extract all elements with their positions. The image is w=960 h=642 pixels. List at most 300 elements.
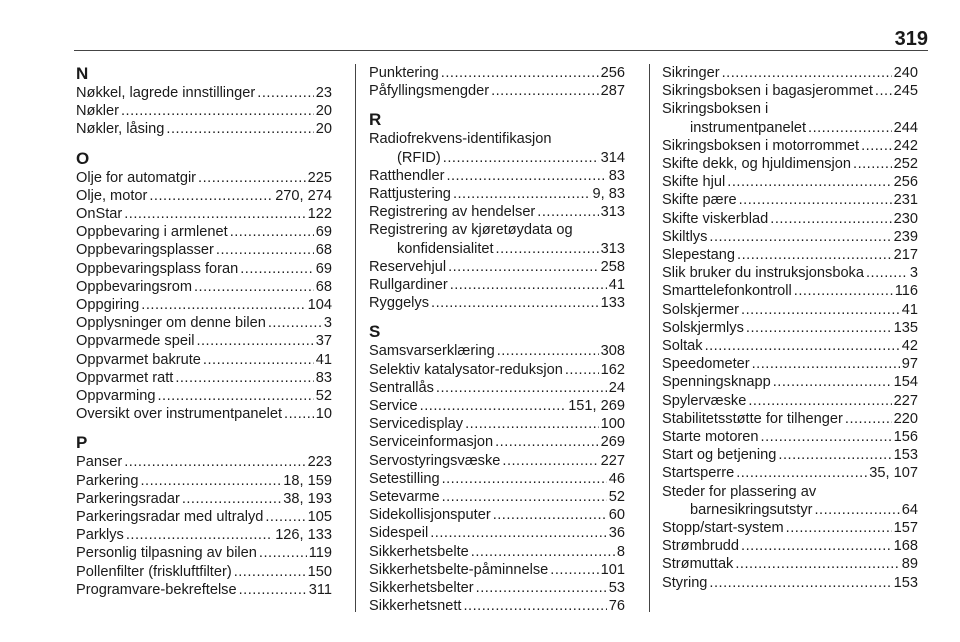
leader-dots (491, 82, 599, 100)
leader-dots (853, 155, 892, 173)
leader-dots (448, 258, 599, 276)
index-entry (369, 470, 625, 488)
index-pages: 41 (901, 301, 918, 318)
index-entry (662, 137, 918, 155)
leader-dots (866, 264, 908, 282)
index-term: Ryggelys (369, 295, 430, 312)
index-entry (662, 373, 918, 391)
leader-dots (450, 276, 607, 294)
index-entry (662, 519, 918, 537)
index-term: Oppbevaringsplasser (76, 242, 214, 259)
leader-dots (737, 246, 892, 264)
index-pages: 10 (315, 406, 332, 423)
index-term: Slik bruker du instruksjonsboka (662, 265, 864, 282)
leader-dots (121, 102, 314, 120)
index-entry (76, 526, 332, 544)
index-term-continued: barnesikringsutstyr (690, 501, 813, 518)
leader-dots (786, 519, 892, 537)
index-entry (662, 410, 918, 428)
leader-dots (476, 579, 607, 597)
index-entry (76, 314, 332, 332)
index-pages: 217 (893, 247, 918, 264)
index-term: Programvare-bekreftelse (76, 581, 237, 598)
leader-dots (149, 187, 273, 205)
index-term: Oppvarmede speil (76, 333, 195, 350)
index-term: Sidespeil (369, 525, 429, 542)
index-pages: 313 (600, 240, 625, 257)
index-term: Selektiv katalysator-reduksjon (369, 361, 563, 378)
leader-dots (259, 544, 307, 562)
index-pages: 244 (893, 119, 918, 136)
index-term: Solskjermer (662, 301, 740, 318)
index-pages: 239 (893, 228, 918, 245)
index-term: Påfyllingsmengder (369, 83, 490, 100)
index-pages: 269 (600, 434, 625, 451)
index-entry (369, 258, 625, 276)
index-term: OnStar (76, 206, 123, 223)
leader-dots (794, 282, 893, 300)
index-term: Strømuttak (662, 556, 734, 573)
index-term: Servostyringsvæske (369, 452, 501, 469)
index-pages: 242 (893, 137, 918, 154)
index-entry (76, 278, 332, 296)
index-term: Sidekollisjonsputer (369, 507, 491, 524)
index-term: Skiltlys (662, 228, 708, 245)
index-term: Slepestang (662, 247, 736, 264)
index-entry (662, 319, 918, 337)
index-term: Spylervæske (662, 392, 747, 409)
index-term: Rattjustering (369, 186, 451, 203)
index-column-3 (662, 64, 918, 592)
index-entry (369, 294, 625, 312)
index-entry (662, 392, 918, 410)
leader-dots (495, 433, 599, 451)
index-pages: 220 (893, 410, 918, 427)
leader-dots (748, 392, 891, 410)
index-pages: 252 (893, 156, 918, 173)
index-pages: 101 (600, 561, 625, 578)
index-entry (369, 203, 625, 221)
index-pages: 97 (901, 356, 918, 373)
index-entry (662, 191, 918, 209)
index-pages: 230 (893, 210, 918, 227)
index-term: Solskjermlys (662, 319, 744, 336)
index-term: Olje for automatgir (76, 169, 197, 186)
index-pages: 53 (608, 580, 625, 597)
leader-dots (463, 597, 606, 615)
index-term: Sikkerhetsbelte-påminnelse (369, 561, 549, 578)
index-entry (76, 544, 332, 562)
leader-dots (537, 203, 598, 221)
leader-dots (436, 379, 607, 397)
index-entry (662, 301, 918, 319)
index-pages: 20 (315, 121, 332, 138)
leader-dots (773, 373, 892, 391)
index-term: Parklys (76, 527, 124, 544)
index-pages: 3 (909, 265, 918, 282)
index-pages: 313 (600, 204, 625, 221)
index-term: Smarttelefonkontroll (662, 283, 792, 300)
leader-dots (203, 351, 314, 369)
index-pages: 76 (608, 598, 625, 615)
index-term: Oppbevaringsrom (76, 278, 192, 295)
index-term: Stopp/start-system (662, 520, 784, 537)
leader-dots (845, 410, 892, 428)
index-term: Parkeringsradar (76, 490, 180, 507)
index-entry (662, 483, 918, 519)
index-entry (76, 102, 332, 120)
index-term: Panser (76, 454, 123, 471)
leader-dots (496, 240, 599, 258)
index-entry (76, 369, 332, 387)
index-entry (76, 581, 332, 599)
index-term: Oppvarmet bakrute (76, 351, 201, 368)
leader-dots (257, 84, 314, 102)
index-term: Skifte dekk, og hjuldimensjon (662, 156, 852, 173)
index-pages: 89 (901, 556, 918, 573)
index-pages: 64 (901, 501, 918, 518)
index-term: Oppbevaring i armlenet (76, 224, 228, 241)
index-pages: 68 (315, 278, 332, 295)
index-entry (76, 351, 332, 369)
index-term: Service (369, 398, 418, 415)
index-pages: 270, 274 (275, 187, 332, 204)
index-pages: 311 (308, 581, 332, 598)
index-entry-continuation (369, 149, 625, 167)
index-letter-heading: N (76, 64, 89, 83)
index-term: Nøkler, låsing (76, 121, 165, 138)
index-pages: 116 (894, 283, 918, 300)
index-pages: 23 (315, 85, 332, 101)
index-term: Starte motoren (662, 429, 759, 446)
index-term-continued: konfidensialitet (397, 240, 494, 257)
index-term: Personlig tilpasning av bilen (76, 545, 257, 562)
leader-dots (265, 508, 305, 526)
leader-dots (431, 294, 599, 312)
index-term: Sikkerhetsbelte (369, 543, 469, 560)
index-pages: 240 (893, 65, 918, 81)
leader-dots (124, 205, 305, 223)
index-entry (369, 561, 625, 579)
index-term: Pollenfilter (friskluftfilter) (76, 563, 232, 580)
index-pages: 156 (893, 429, 918, 446)
leader-dots (175, 369, 313, 387)
index-term: Opplysninger om denne bilen (76, 315, 266, 332)
leader-dots (861, 137, 892, 155)
index-pages: 151, 269 (568, 398, 625, 415)
index-entry (369, 597, 625, 615)
index-pages: 225 (307, 169, 332, 186)
index-entry (76, 84, 332, 102)
index-entry (369, 167, 625, 185)
index-term: Start og betjening (662, 447, 777, 464)
leader-dots (808, 119, 892, 137)
page-number: 319 (894, 28, 928, 50)
index-pages: 100 (600, 416, 625, 433)
index-entry (369, 452, 625, 470)
index-pages: 52 (608, 489, 625, 506)
index-entry (662, 355, 918, 373)
index-entry (76, 120, 332, 138)
leader-dots (565, 361, 599, 379)
leader-dots (182, 490, 281, 508)
index-entry (662, 64, 918, 82)
index-entry-continuation (662, 501, 918, 519)
index-entry (369, 185, 625, 203)
index-term: Sentrallås (369, 379, 434, 396)
index-pages: 68 (315, 242, 332, 259)
leader-dots (709, 574, 891, 592)
index-pages: 42 (901, 338, 918, 355)
leader-dots (140, 472, 281, 490)
index-pages: 153 (893, 574, 918, 591)
index-pages: 36 (608, 525, 625, 542)
leader-dots (705, 337, 900, 355)
index-entry (369, 342, 625, 360)
index-entry (76, 169, 332, 187)
index-term: Oppvarming (76, 388, 156, 405)
index-pages: 135 (893, 319, 918, 336)
index-entry (369, 379, 625, 397)
index-pages: 126, 133 (275, 527, 332, 544)
index-term: Stabilitetsstøtte for tilhenger (662, 410, 843, 427)
index-term: Registrering av hendelser (369, 204, 536, 221)
index-term: Nøkkel, lagrede innstillinger (76, 85, 256, 101)
leader-dots (446, 167, 606, 185)
index-term: Steder for plassering av (662, 483, 817, 500)
index-term: Olje, motor (76, 187, 148, 204)
index-entry (76, 508, 332, 526)
index-pages: 18, 159 (283, 472, 332, 489)
index-term: Skifte hjul (662, 174, 726, 191)
index-term: Oppbevaringsplass foran (76, 260, 239, 277)
index-pages: 231 (893, 192, 918, 209)
index-entry (76, 472, 332, 490)
index-pages: 314 (600, 149, 625, 166)
index-term: Oppvarmet ratt (76, 369, 174, 386)
leader-dots (875, 82, 892, 100)
index-pages: 287 (600, 83, 625, 100)
index-entry-continuation (369, 240, 625, 258)
index-pages: 38, 193 (283, 490, 332, 507)
index-term: Startsperre (662, 465, 735, 482)
leader-dots (284, 405, 314, 423)
index-entry (662, 464, 918, 482)
index-term: Soltak (662, 338, 703, 355)
index-entry (662, 428, 918, 446)
index-entry (369, 579, 625, 597)
index-pages: 227 (893, 392, 918, 409)
index-entry (76, 223, 332, 241)
index-entry (76, 453, 332, 471)
index-term: Oversikt over instrumentpanelet (76, 406, 283, 423)
index-entry (662, 82, 918, 100)
index-entry (662, 337, 918, 355)
leader-dots (709, 228, 891, 246)
index-pages: 46 (608, 470, 625, 487)
column-divider (355, 64, 356, 612)
index-column-2 (369, 64, 625, 615)
leader-dots (741, 301, 900, 319)
index-entry (76, 296, 332, 314)
index-pages: 308 (600, 343, 625, 360)
index-term: Setestilling (369, 470, 440, 487)
index-term: Rullgardiner (369, 277, 448, 294)
leader-dots (739, 191, 892, 209)
index-entry (76, 490, 332, 508)
leader-dots (778, 446, 891, 464)
index-term: Styring (662, 574, 708, 591)
index-entry (662, 210, 918, 228)
leader-dots (216, 241, 314, 259)
leader-dots (497, 342, 599, 360)
index-entry (369, 361, 625, 379)
index-term: Strømbrudd (662, 538, 740, 555)
leader-dots (453, 185, 591, 203)
index-entry (76, 241, 332, 259)
leader-dots (746, 319, 892, 337)
index-pages: 20 (315, 103, 332, 120)
leader-dots (268, 314, 322, 332)
index-entry (369, 488, 625, 506)
index-term: Skifte pære (662, 192, 737, 209)
index-pages: 37 (315, 333, 332, 350)
index-entry (662, 282, 918, 300)
index-entry (369, 524, 625, 542)
index-letter-heading: O (76, 148, 90, 168)
index-term: Reservehjul (369, 258, 447, 275)
index-pages: 122 (307, 206, 332, 223)
leader-dots (141, 296, 305, 314)
index-entry (369, 506, 625, 524)
leader-dots (727, 173, 891, 191)
leader-dots (442, 470, 607, 488)
index-term: Sikringer (662, 65, 720, 81)
index-pages: 52 (315, 388, 332, 405)
index-pages: 258 (600, 258, 625, 275)
index-entry (662, 100, 918, 136)
index-pages: 223 (307, 454, 332, 471)
leader-dots (441, 64, 599, 82)
index-term: Nøkler (76, 103, 119, 120)
index-entry-continuation (662, 119, 918, 137)
index-entry (369, 82, 625, 100)
index-pages: 154 (893, 374, 918, 391)
index-pages: 8 (616, 543, 625, 560)
index-term-continued: (RFID) (397, 149, 441, 166)
index-pages: 105 (307, 509, 332, 526)
leader-dots (124, 453, 305, 471)
index-term: Sikringsboksen i bagasjerommet (662, 83, 873, 100)
index-entry (662, 537, 918, 555)
leader-dots (761, 428, 892, 446)
index-entry (76, 387, 332, 405)
index-pages: 24 (608, 379, 625, 396)
index-term: Parkeringsradar med ultralyd (76, 509, 264, 526)
index-entry (76, 563, 332, 581)
leader-dots (240, 260, 314, 278)
index-term: Sikkerhetsnett (369, 598, 462, 615)
index-entry (369, 276, 625, 294)
leader-dots (126, 526, 273, 544)
index-entry (369, 221, 625, 257)
index-pages: 227 (600, 452, 625, 469)
leader-dots (239, 581, 307, 599)
index-term: Sikringsboksen i motorrommet (662, 137, 860, 154)
index-column-1 (76, 64, 332, 599)
leader-dots (158, 387, 314, 405)
leader-dots (442, 488, 607, 506)
index-entry (662, 264, 918, 282)
leader-dots (814, 501, 899, 519)
index-entry (76, 332, 332, 350)
index-entry (369, 433, 625, 451)
index-term: Radiofrekvens-identifikasjon (369, 131, 552, 148)
leader-dots (443, 149, 599, 167)
index-letter-heading: R (369, 110, 382, 130)
index-entry (369, 130, 625, 166)
leader-dots (166, 120, 313, 138)
leader-dots (722, 64, 892, 82)
index-entry (662, 574, 918, 592)
index-term: Spenningsknapp (662, 374, 771, 391)
index-pages: 168 (893, 538, 918, 555)
leader-dots (770, 210, 891, 228)
index-entry (76, 205, 332, 223)
index-pages: 133 (600, 295, 625, 312)
index-entry (369, 397, 625, 415)
leader-dots (550, 561, 598, 579)
index-term: Punktering (369, 65, 439, 81)
index-entry (662, 155, 918, 173)
leader-dots (196, 332, 313, 350)
index-pages: 3 (323, 315, 332, 332)
header-rule (74, 50, 928, 51)
leader-dots (736, 464, 867, 482)
index-pages: 119 (308, 545, 332, 562)
index-pages: 256 (600, 65, 625, 81)
leader-dots (741, 537, 892, 555)
leader-dots (430, 524, 607, 542)
index-term: Sikringsboksen i (662, 101, 769, 118)
index-term: Servicedisplay (369, 416, 464, 433)
index-letter-heading: P (76, 433, 88, 453)
leader-dots (752, 355, 900, 373)
index-pages: 83 (315, 369, 332, 386)
index-term: Sikkerhetsbelter (369, 580, 474, 597)
index-pages: 35, 107 (869, 465, 918, 482)
index-term: Skifte viskerblad (662, 210, 769, 227)
index-pages: 69 (315, 260, 332, 277)
index-pages: 83 (608, 167, 625, 184)
index-pages: 9, 83 (592, 186, 625, 203)
index-pages: 245 (893, 83, 918, 100)
index-entry (369, 64, 625, 82)
index-pages: 162 (600, 361, 625, 378)
index-term: Samsvarserklæring (369, 343, 495, 360)
index-entry (662, 228, 918, 246)
index-entry (662, 555, 918, 573)
leader-dots (234, 563, 306, 581)
index-pages: 60 (608, 507, 625, 524)
leader-dots (198, 169, 306, 187)
index-term: Setevarme (369, 489, 440, 506)
index-pages: 69 (315, 224, 332, 241)
index-term: Oppgiring (76, 297, 140, 314)
leader-dots (735, 555, 899, 573)
leader-dots (471, 543, 615, 561)
index-pages: 104 (307, 297, 332, 314)
